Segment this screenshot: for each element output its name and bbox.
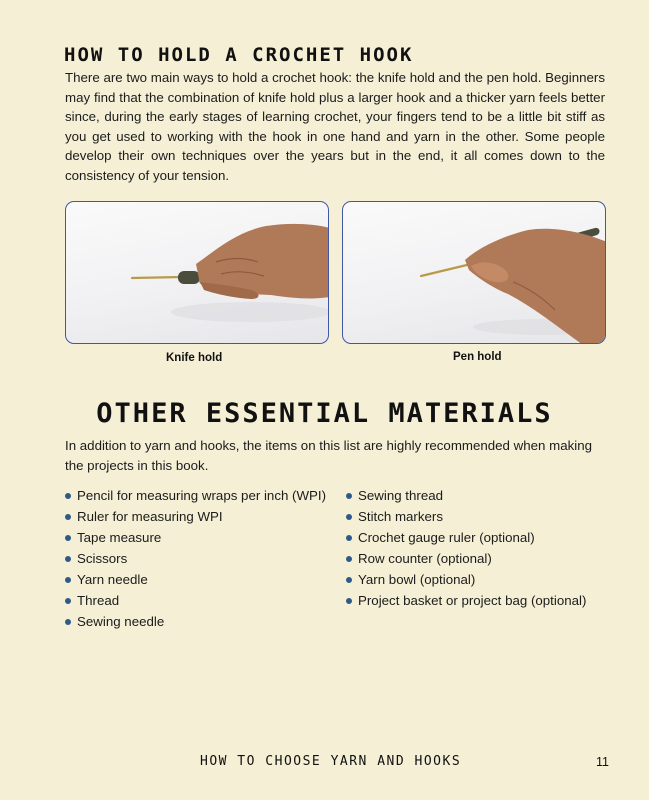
bullet-icon xyxy=(65,598,71,604)
materials-list-left xyxy=(65,485,326,632)
list-item: Stitch markers xyxy=(346,506,586,527)
bullet-icon xyxy=(346,535,352,541)
list-item: Pencil for measuring wraps per inch (WPI) xyxy=(65,485,326,506)
list-item: Sewing thread xyxy=(346,485,586,506)
bullet-icon xyxy=(346,577,352,583)
knife-hold-photo xyxy=(65,201,329,344)
bullet-icon xyxy=(346,556,352,562)
knife-hold-caption: Knife hold xyxy=(166,352,223,364)
pen-hold-illustration xyxy=(343,202,606,344)
pen-hold-caption: Pen hold xyxy=(453,351,502,363)
list-item: Row counter (optional) xyxy=(346,548,586,569)
section-title-hold-hook: HOW TO HOLD A CROCHET HOOK xyxy=(64,44,414,66)
list-item: Crochet gauge ruler (optional) xyxy=(346,527,586,548)
bullet-icon xyxy=(65,556,71,562)
page-number: 11 xyxy=(596,755,609,769)
bullet-icon xyxy=(65,535,71,541)
list-item: Tape measure xyxy=(65,527,326,548)
bullet-icon xyxy=(346,514,352,520)
bullet-icon xyxy=(346,493,352,499)
knife-hold-illustration xyxy=(66,202,329,344)
bullet-icon xyxy=(65,514,71,520)
materials-list-right xyxy=(346,485,586,611)
list-item: Sewing needle xyxy=(65,611,326,632)
list-item: Thread xyxy=(65,590,326,611)
list-item: Yarn bowl (optional) xyxy=(346,569,586,590)
intro-paragraph: There are two main ways to hold a crochet hook: the knife hold and the pen hold. Beginners may find that the combination of knife hold plus a larger hook and a thicker yarn feels better since, during the early stages of learning crochet, your fingers tend to be a little bit stiff as you get used to working with the hook in one hand and yarn in the other. Some people develop their own techniques over the years but in the end, it all comes down to the consistency of your tension. xyxy=(65,70,605,183)
section-title-materials: OTHER ESSENTIAL MATERIALS xyxy=(96,398,553,429)
list-item: Project basket or project bag (optional) xyxy=(346,590,586,611)
list-item: Yarn needle xyxy=(65,569,326,590)
bullet-icon xyxy=(65,619,71,625)
pen-hold-photo xyxy=(342,201,606,344)
materials-intro-paragraph: In addition to yarn and hooks, the items on this list are highly recommended when making the projects in this book. xyxy=(65,438,592,473)
list-item: Scissors xyxy=(65,548,326,569)
running-footer-title: HOW TO CHOOSE YARN AND HOOKS xyxy=(200,754,462,769)
bullet-icon xyxy=(65,577,71,583)
bullet-icon xyxy=(346,598,352,604)
list-item: Ruler for measuring WPI xyxy=(65,506,326,527)
bullet-icon xyxy=(65,493,71,499)
